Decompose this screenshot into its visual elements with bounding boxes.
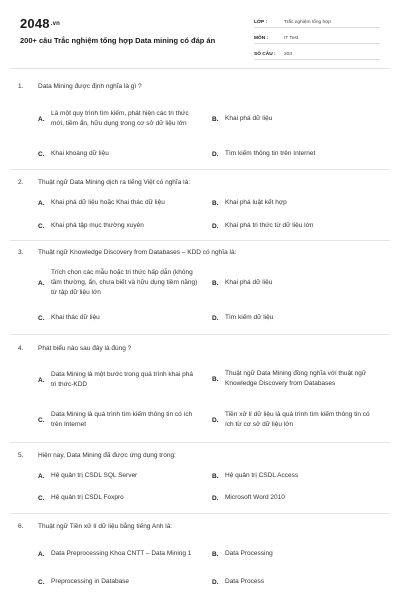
question-number: 2. — [18, 179, 24, 186]
option-text: Tiền xử lí dữ liệu là quá trình tìm kiếm thông tin có ích từ cơ sở dữ liệu lớn — [225, 411, 370, 428]
option-b[interactable] — [212, 471, 382, 481]
meta-row-subject — [254, 30, 380, 44]
option-c[interactable] — [38, 149, 198, 159]
option-text: Khai khoáng dữ liệu — [51, 150, 109, 157]
option-letter: D. — [212, 222, 219, 230]
option-text: Khai phá dữ liệu — [225, 115, 273, 122]
option-letter: A. — [38, 376, 45, 384]
question-text — [18, 523, 172, 530]
option-d[interactable] — [212, 221, 382, 231]
option-letter: C. — [38, 222, 45, 230]
meta-row-class — [254, 14, 380, 28]
option-letter: B. — [212, 472, 219, 480]
option-b[interactable] — [212, 549, 382, 559]
option-letter: B. — [212, 199, 219, 207]
option-text: Khai phá luật kết hợp — [225, 199, 287, 206]
option-d[interactable] — [212, 313, 382, 323]
divider — [10, 169, 390, 170]
option-text: Tìm kiếm thông tin trên Internet — [225, 150, 316, 157]
divider — [10, 334, 390, 335]
option-letter: C. — [38, 578, 45, 586]
question-number: 4. — [18, 345, 24, 352]
option-text: Khai phá dữ liệu — [225, 279, 273, 286]
question-number: 5. — [18, 452, 24, 459]
page-header — [0, 0, 400, 62]
option-letter: D. — [212, 494, 219, 502]
option-text: Data Mining là một bước trong quá trình khai phá tri thức-KDD — [51, 371, 193, 388]
option-letter: C. — [38, 416, 45, 424]
option-d[interactable] — [212, 410, 382, 430]
document-title: 200+ câu Trắc nghiệm tổng hợp Data mining có đáp án — [20, 36, 216, 45]
option-text: Data Mining là quá trình tìm kiếm thông tin có ích trên Internet — [51, 411, 193, 428]
option-d[interactable] — [212, 149, 382, 159]
option-text: Preprocessing in Database — [51, 578, 130, 585]
question-label: Thuật ngữ Knowledge Discovery from Databases – KDD có nghĩa là: — [38, 249, 237, 256]
option-letter: D. — [212, 578, 219, 586]
option-text: Data Preprocessing Khoa CNTT – Data Mining 1 — [51, 550, 192, 557]
option-a[interactable] — [38, 104, 198, 134]
option-text: Tìm kiếm dữ liệu — [225, 314, 274, 321]
option-c[interactable] — [38, 493, 198, 503]
option-letter: B. — [212, 279, 219, 287]
option-letter: D. — [212, 150, 219, 158]
option-a[interactable] — [38, 544, 198, 564]
meta-value: Trắc nghiệm tổng hợp — [284, 20, 331, 25]
question-number: 3. — [18, 249, 24, 256]
option-a[interactable] — [38, 198, 198, 208]
option-c[interactable] — [38, 410, 198, 430]
option-letter: C. — [38, 150, 45, 158]
question-label: Thuật ngữ Tiền xử lí dữ liệu bằng tiếng Anh là: — [38, 523, 173, 530]
logo-main: 2048 — [20, 16, 50, 31]
question-number: 6. — [18, 523, 24, 530]
meta-row-count — [254, 46, 380, 60]
meta-label: LỚP : — [254, 20, 268, 25]
option-letter: B. — [212, 550, 219, 558]
option-text: Khai phá tập mục thường xuyên — [51, 222, 144, 229]
question-number: 1. — [18, 83, 24, 90]
question-text — [18, 345, 131, 352]
question-text — [18, 179, 190, 186]
meta-value: 203 — [284, 52, 293, 57]
option-b[interactable] — [212, 364, 382, 394]
option-letter: A. — [38, 472, 45, 480]
option-letter: B. — [212, 115, 219, 123]
option-c[interactable] — [38, 221, 198, 231]
option-a[interactable] — [38, 471, 198, 481]
option-c[interactable] — [38, 577, 198, 587]
option-text: Microsoft Word 2010 — [225, 494, 285, 501]
option-text: Là một quy trình tìm kiếm, phát hiện các tri thức mới, tiềm ẩn, hữu dụng trong cơ sở dữ liệu lớn — [51, 110, 189, 127]
question-text — [18, 249, 236, 256]
meta-label: SỐ CÂU : — [254, 52, 276, 57]
option-b[interactable] — [212, 198, 382, 208]
option-text: Khai phá tri thức từ dữ liệu lớn — [225, 222, 314, 229]
option-text: Thuật ngữ Data Mining đồng nghĩa với thuật ngữ Knowledge Discovery from Databases — [225, 370, 367, 387]
option-b[interactable] — [212, 114, 382, 124]
option-text: Khai thác dữ liệu — [51, 314, 100, 321]
option-letter: A. — [38, 199, 45, 207]
option-letter: A. — [38, 550, 45, 558]
option-text: Hệ quản trị CSDL SQL Server — [51, 472, 138, 479]
question-label: Thuật ngữ Data Mining dịch ra tiếng Việt có nghĩa là: — [38, 179, 191, 186]
question-label: Phát biểu nào sau đây là đúng ? — [38, 345, 132, 352]
meta-table — [254, 14, 380, 60]
option-a[interactable] — [38, 370, 198, 390]
divider — [10, 442, 390, 443]
question-text — [18, 83, 142, 90]
option-text: Data Processing — [225, 550, 273, 557]
option-letter: D. — [212, 416, 219, 424]
question-text — [18, 452, 176, 459]
option-letter: A. — [38, 115, 45, 123]
meta-label: MÔN : — [254, 36, 269, 41]
divider — [10, 240, 390, 241]
option-d[interactable] — [212, 493, 382, 503]
option-d[interactable] — [212, 577, 382, 587]
question-label: Hiện nay, Data Mining đã được ứng dụng trong: — [38, 452, 176, 459]
option-b[interactable] — [212, 278, 382, 288]
option-text: Data Process — [225, 578, 265, 585]
option-a[interactable] — [38, 268, 198, 298]
divider — [10, 513, 390, 514]
logo-suffix: .vn — [50, 21, 61, 27]
question-label: Data Mining được định nghĩa là gì ? — [38, 83, 142, 90]
option-text: Khai phá dữ liệu hoặc Khai thác dữ liệu — [51, 199, 165, 206]
option-c[interactable] — [38, 313, 198, 323]
option-letter: D. — [212, 314, 219, 322]
divider — [10, 68, 390, 69]
option-letter: B. — [212, 375, 219, 383]
meta-value: IT Test — [284, 36, 299, 41]
option-text: Trích chọn các mẫu hoặc tri thức hấp dẫn (không tầm thường, ẩn, chưa biết và hữu dụng tiềm năng) từ tập dữ liệu lớn — [51, 269, 198, 296]
option-text: Hệ quản trị CSDL Foxpro — [51, 494, 124, 501]
option-letter: C. — [38, 494, 45, 502]
option-text: Hệ quản trị CSDL Access — [225, 472, 299, 479]
option-letter: C. — [38, 314, 45, 322]
option-letter: A. — [38, 279, 45, 287]
